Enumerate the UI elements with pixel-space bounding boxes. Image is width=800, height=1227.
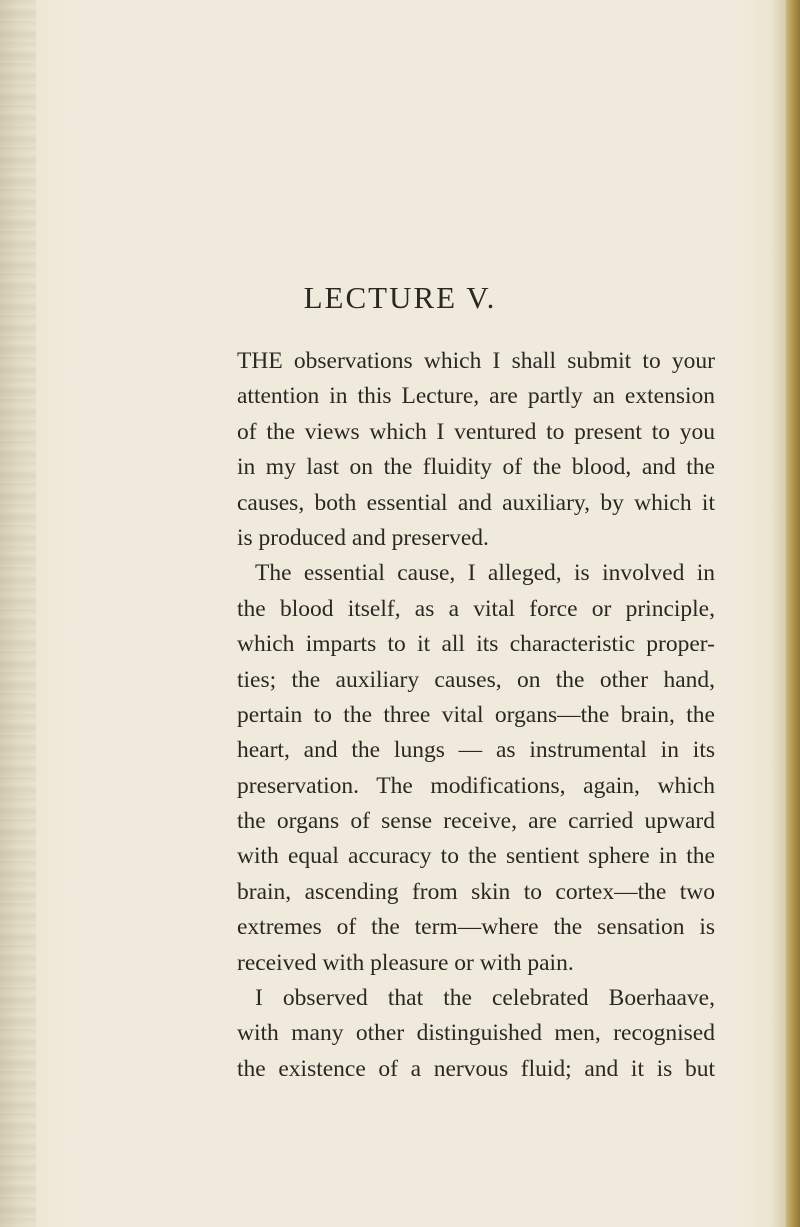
text-line: attention in this Lecture, are partly an extension [237,383,715,410]
text-line: preservation. The modifications, again, which [237,772,715,799]
text-line: extremes of the term—where the sensation is [237,914,715,941]
text-line: THE observations which I shall submit to your [237,348,715,374]
text-line: in my last on the fluidity of the blood, and the [237,454,715,481]
text-line: heart, and the lungs — as instrumental in its [237,737,715,764]
text-line: is produced and preserved. [237,524,489,551]
text-line: which imparts to it all its characteristic proper- [237,631,715,658]
page-edge [786,0,800,1227]
text-line: brain, ascending from skin to cortex—the two [237,878,715,905]
gutter-shadow [0,0,36,1227]
body-text [237,344,715,1087]
text-line: with equal accuracy to the sentient sphere in the [237,843,715,870]
text-line: ties; the auxiliary causes, on the other hand, [237,666,715,693]
lecture-heading: LECTURE V. [303,280,497,315]
text-line: pertain to the three vital organs—the brain, the [237,701,715,728]
text-line: the blood itself, as a vital force or principle, [237,595,715,622]
text-line: I observed that the celebrated Boerhaave, [255,985,715,1012]
text-line: of the views which I ventured to present to you [237,418,715,445]
text-line: with many other distinguished men, recognised [237,1020,715,1047]
text-line: The essential cause, I alleged, is involved in [255,560,715,587]
text-line: the organs of sense receive, are carried upward [237,808,715,835]
text-line: received with pleasure or with pain. [237,949,574,976]
text-line: causes, both essential and auxiliary, by which it [237,489,715,516]
text-line: the existence of a nervous fluid; and it is but [237,1055,715,1082]
